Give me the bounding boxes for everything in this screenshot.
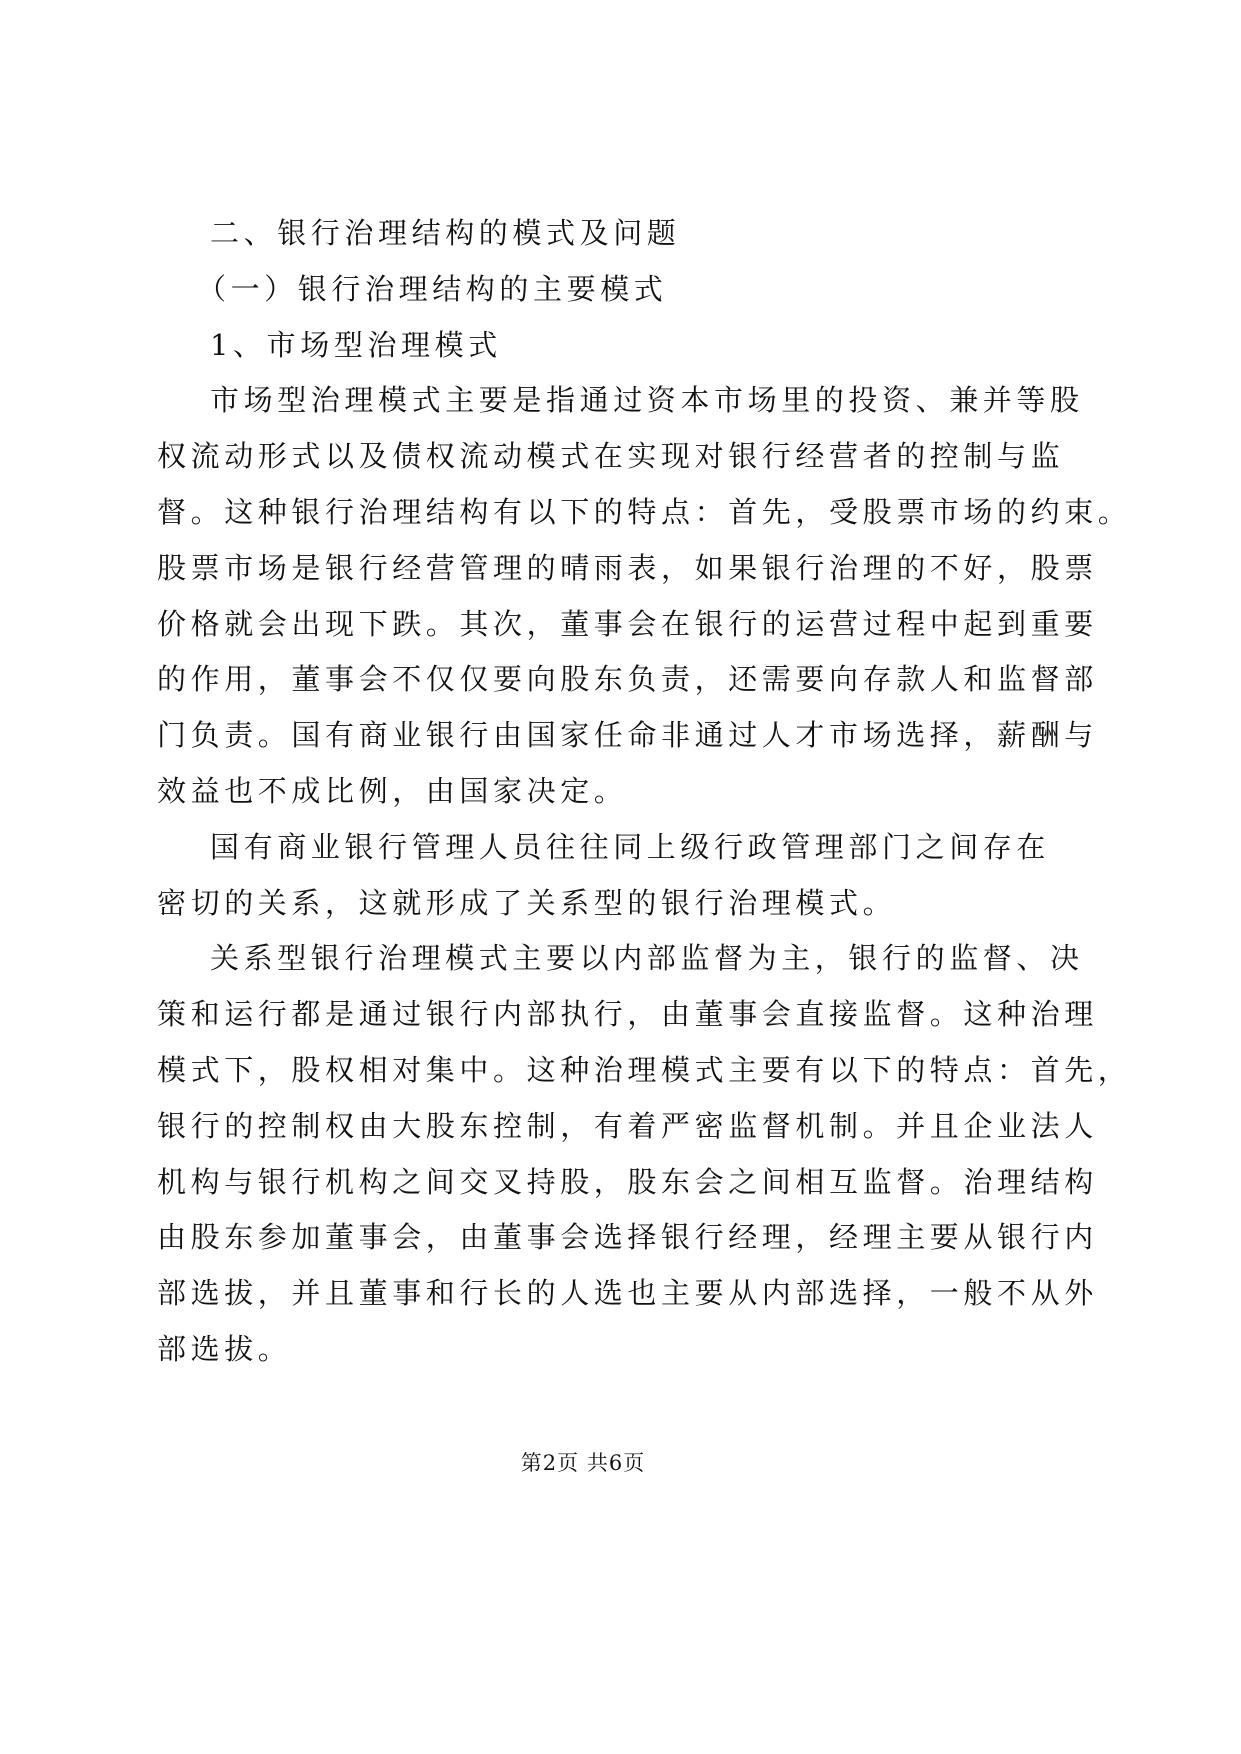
text-line: 价格就会出现下跌。其次，董事会在银行的运营过程中起到重要 <box>157 606 1098 641</box>
text-line: 市场型治理模式主要是指通过资本市场里的投资、兼并等股 <box>210 383 1084 418</box>
section-heading: （一）银行治理结构的主要模式 <box>197 271 668 306</box>
document-body <box>157 206 1132 1378</box>
text-line: 督。这种银行治理结构有以下的特点：首先，受股票市场的约束。 <box>157 494 1132 529</box>
page-footer: 第2页 共6页 <box>520 1451 646 1475</box>
text-line: 股票市场是银行经营管理的晴雨表，如果银行治理的不好，股票 <box>157 550 1098 585</box>
text-line: 机构与银行机构之间交叉持股，股东会之间相互监督。治理结构 <box>157 1164 1098 1199</box>
text-line: 部选拔，并且董事和行长的人选也主要从内部选择，一般不从外 <box>157 1276 1098 1311</box>
text-line: 国有商业银行管理人员往往同上级行政管理部门之间存在 <box>210 829 1051 864</box>
text-line: 关系型银行治理模式主要以内部监督为主，银行的监督、决 <box>210 941 1084 976</box>
text-line: 由股东参加董事会，由董事会选择银行经理，经理主要从银行内 <box>157 1220 1098 1255</box>
text-line: 密切的关系，这就形成了关系型的银行治理模式。 <box>157 885 897 920</box>
text-line: 门负责。国有商业银行由国家任命非通过人才市场选择，薪酬与 <box>157 718 1098 753</box>
text-line: 部选拔。 <box>157 1331 292 1366</box>
section-heading: 1、市场型治理模式 <box>210 327 502 362</box>
text-line: 策和运行都是通过银行内部执行，由董事会直接监督。这种治理 <box>157 997 1098 1032</box>
text-line: 效益也不成比例，由国家决定。 <box>157 773 628 808</box>
text-line: 权流动形式以及债权流动模式在实现对银行经营者的控制与监 <box>157 439 1065 474</box>
text-line: 模式下，股权相对集中。这种治理模式主要有以下的特点：首先， <box>157 1052 1132 1087</box>
section-heading: 二、银行治理结构的模式及问题 <box>210 216 681 250</box>
text-line: 的作用，董事会不仅仅要向股东负责，还需要向存款人和监督部 <box>157 662 1098 697</box>
text-line: 银行的控制权由大股东控制，有着严密监督机制。并且企业法人 <box>157 1108 1098 1143</box>
